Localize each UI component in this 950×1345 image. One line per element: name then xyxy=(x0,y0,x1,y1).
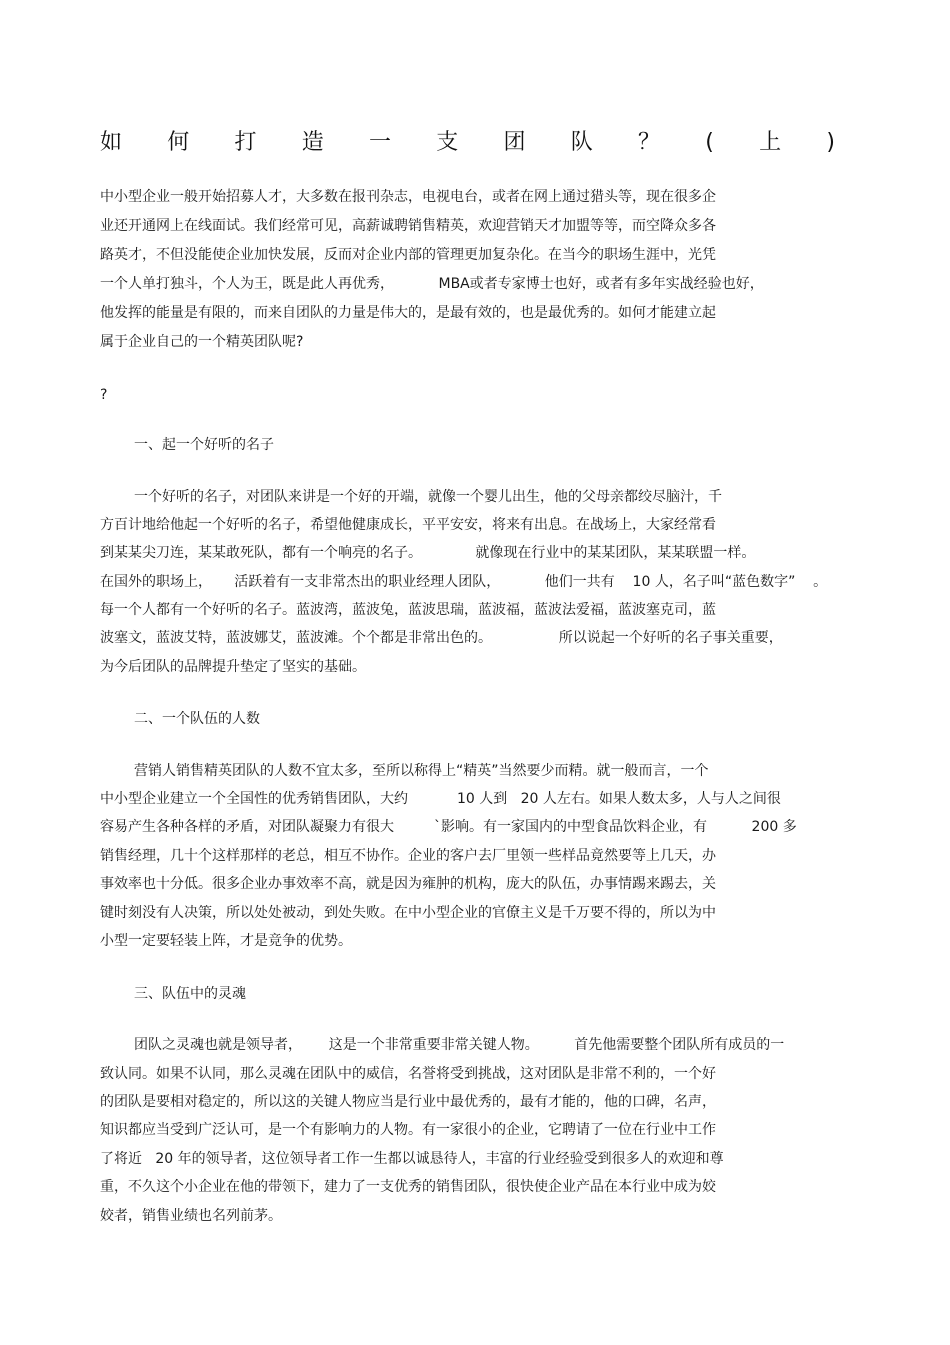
paragraph-line: 到某某尖刀连，某某敢死队，都有一个响亮的名子。 就像现在行业中的某某团队，某某联盟一样。 xyxy=(100,545,756,561)
paragraph-line: 每一个人都有一个好听的名子。蓝波湾，蓝波兔，蓝波思瑞，蓝波福，蓝波法爱福，蓝波塞克司，蓝 xyxy=(100,602,716,618)
page-title xyxy=(100,128,835,158)
section-heading: 二、一个队伍的人数 xyxy=(134,711,260,727)
paragraph-line: 中小型企业建立一个全国性的优秀销售团队，大约 10 人到 20 人左右。如果人数太多，人与人之间很 xyxy=(100,791,781,807)
paragraph-line: 的团队是要相对稳定的，所以这的关键人物应当是行业中最优秀的，最有才能的，他的口碑，名声， xyxy=(100,1094,716,1110)
paragraph-line: 容易产生各种各样的矛盾，对团队凝聚力有很大 `影响。有一家国内的中型食品饮料企业，有 200 多 xyxy=(100,819,797,835)
intro-line: 业还开通网上在线面试。我们经常可见，高薪诚聘销售精英，欢迎营销天才加盟等等，而空降众多各 xyxy=(100,218,716,234)
intro-line: 中小型企业一般开始招募人才，大多数在报刊杂志，电视电台，或者在网上通过猎头等，现在很多企 xyxy=(100,189,716,205)
paragraph-line: 致认同。如果不认同，那么灵魂在团队中的威信，名誉将受到挑战，这对团队是非常不利的，一个好 xyxy=(100,1066,716,1082)
intro-line: 一个人单打独斗，个人为王，既是此人再优秀， MBA或者专家博士也好，或者有多年实战经验也好， xyxy=(100,276,764,292)
paragraph-line: 营销人销售精英团队的人数不宜太多，至所以称得上“精英”当然要少而精。就一般而言，一个 xyxy=(134,763,709,779)
paragraph-line: 了将近 20 年的领导者，这位领导者工作一生都以诚恳待人，丰富的行业经验受到很多人的欢迎和尊 xyxy=(100,1151,724,1167)
title-char: 支 xyxy=(436,130,459,155)
intro-line: 属于企业自己的一个精英团队呢? xyxy=(100,334,304,350)
title-char: ) xyxy=(826,130,835,155)
paragraph-line: 姣者，销售业绩也名列前茅。 xyxy=(100,1208,282,1224)
title-char: ( xyxy=(705,130,714,155)
paragraph-line: 知识都应当受到广泛认可，是一个有影响力的人物。有一家很小的企业，它聘请了一位在行业中工作 xyxy=(100,1122,716,1138)
paragraph-line: 方百计地给他起一个好听的名子，希望他健康成长，平平安安，将来有出息。在战场上，大家经常看 xyxy=(100,517,716,533)
paragraph-line: 波塞文，蓝波艾特，蓝波娜艾，蓝波滩。个个都是非常出色的。 所以说起一个好听的名子事关重要， xyxy=(100,630,783,646)
title-char: 队 xyxy=(570,130,593,155)
paragraph-line: 销售经理，几十个这样那样的老总，相互不协作。企业的客户去厂里领一些样品竟然要等上几天，办 xyxy=(100,848,716,864)
title-char: 上 xyxy=(759,130,782,155)
paragraph-line: 重，不久这个小企业在他的带领下，建力了一支优秀的销售团队，很快使企业产品在本行业中成为姣 xyxy=(100,1179,716,1195)
paragraph-line: 键时刻没有人决策，所以处处被动，到处失败。在中小型企业的官僚主义是千万要不得的，所以为中 xyxy=(100,905,716,921)
section-heading: 三、队伍中的灵魂 xyxy=(134,986,246,1002)
paragraph-line: 一个好听的名子，对团队来讲是一个好的开端，就像一个婴儿出生，他的父母亲都绞尽脑汁，千 xyxy=(134,489,722,505)
paragraph-line: 事效率也十分低。很多企业办事效率不高，就是因为雍肿的机构，庞大的队伍，办事情踢来踢去，关 xyxy=(100,876,716,892)
title-char: 一 xyxy=(369,130,392,155)
section-heading: 一、起一个好听的名子 xyxy=(134,437,274,453)
title-char: ？ xyxy=(638,130,661,155)
stray-question-mark: ? xyxy=(100,387,108,403)
title-char: 造 xyxy=(301,130,324,155)
paragraph-line: 团队之灵魂也就是领导者， 这是一个非常重要非常关键人物。 首先他需要整个团队所有成员的一 xyxy=(134,1037,785,1053)
title-char: 何 xyxy=(167,130,190,155)
intro-line: 路英才，不但没能使企业加快发展，反而对企业内部的管理更加复杂化。在当今的职场生涯中，光凭 xyxy=(100,247,716,263)
paragraph-line: 在国外的职场上， 活跃着有一支非常杰出的职业经理人团队， 他们一共有 10 人，名子叫“蓝色数字” 。 xyxy=(100,574,828,590)
title-char: 如 xyxy=(100,130,123,155)
title-char: 打 xyxy=(234,130,257,155)
intro-line: 他发挥的能量是有限的，而来自团队的力量是伟大的，是最有效的，也是最优秀的。如何才能建立起 xyxy=(100,305,716,321)
title-char: 团 xyxy=(503,130,526,155)
paragraph-line: 小型一定要轻装上阵，才是竞争的优势。 xyxy=(100,933,352,949)
paragraph-line: 为今后团队的品牌提升垫定了坚实的基础。 xyxy=(100,659,366,675)
